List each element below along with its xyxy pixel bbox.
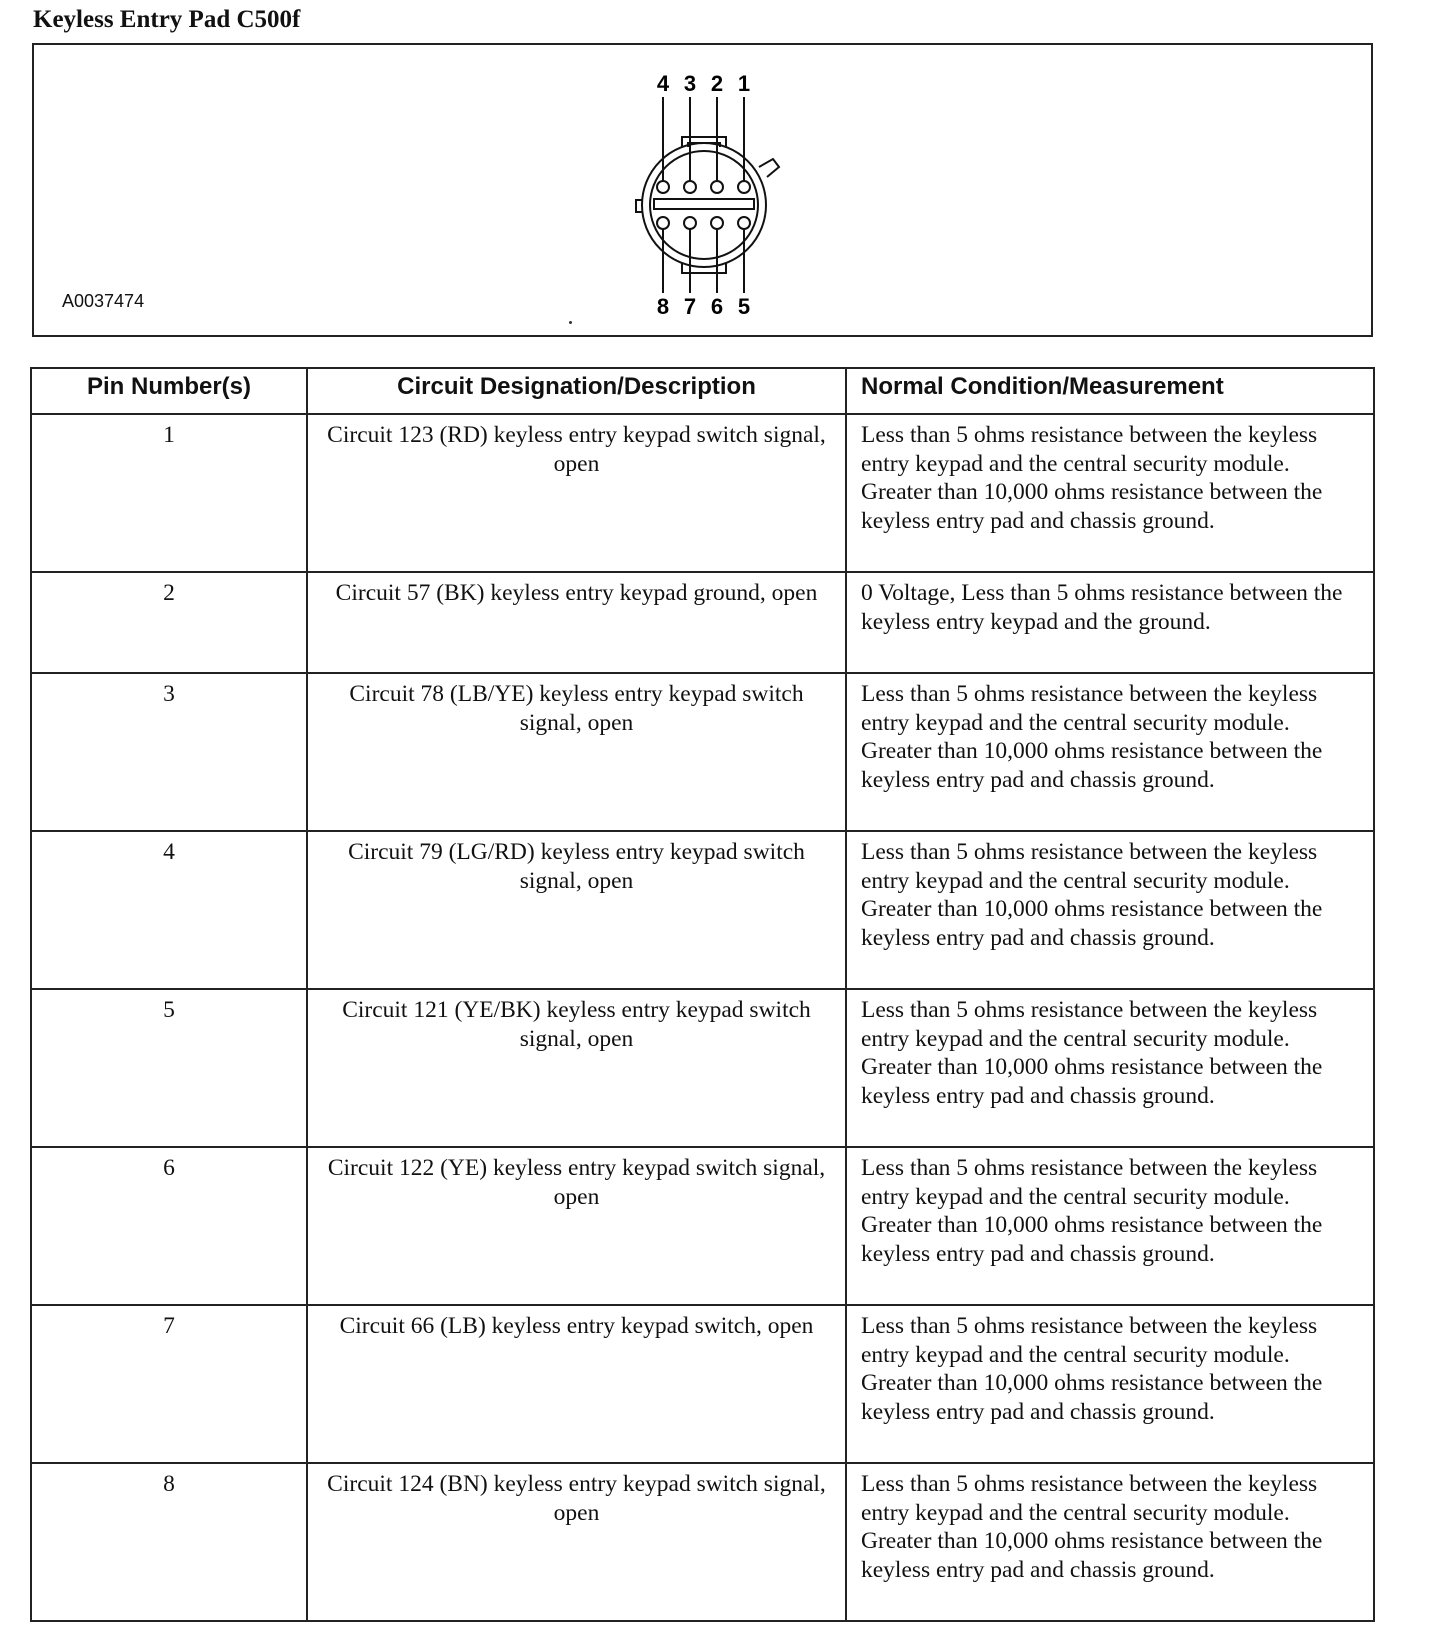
circuit-description-cell: Circuit 123 (RD) keyless entry keypad switch signal, open xyxy=(307,414,846,572)
measurement-cell: Less than 5 ohms resistance between the keyless entry keypad and the central security module. Greater than 10,000 ohms resistance between the keyless entry pad and chassis ground. xyxy=(846,1463,1374,1621)
measurement-cell: Less than 5 ohms resistance between the keyless entry keypad and the central security module. Greater than 10,000 ohms resistance between the keyless entry pad and chassis ground. xyxy=(846,1305,1374,1463)
table-row xyxy=(31,1305,1374,1463)
connector-housing xyxy=(636,137,779,273)
pin-label-8: 8 xyxy=(656,294,670,317)
header-circuit-description: Circuit Designation/Description xyxy=(307,368,846,414)
pin-label-7: 7 xyxy=(683,294,697,317)
circuit-description-cell: Circuit 121 (YE/BK) keyless entry keypad switch signal, open xyxy=(307,989,846,1147)
measurement-cell: Less than 5 ohms resistance between the keyless entry keypad and the central security module. Greater than 10,000 ohms resistance between the keyless entry pad and chassis ground. xyxy=(846,1147,1374,1305)
measurement-cell: Less than 5 ohms resistance between the keyless entry keypad and the central security module. Greater than 10,000 ohms resistance between the keyless entry pad and chassis ground. xyxy=(846,414,1374,572)
page-title: Keyless Entry Pad C500f xyxy=(33,6,301,33)
table-row xyxy=(31,414,1374,572)
scan-speck xyxy=(569,321,572,324)
circuit-description-cell: Circuit 66 (LB) keyless entry keypad switch, open xyxy=(307,1305,846,1463)
pin-number-cell: 2 xyxy=(31,572,307,673)
pin-number-cell: 1 xyxy=(31,414,307,572)
table-row xyxy=(31,1147,1374,1305)
circuit-description-cell: Circuit 57 (BK) keyless entry keypad ground, open xyxy=(307,572,846,673)
measurement-cell: 0 Voltage, Less than 5 ohms resistance between the keyless entry keypad and the ground. xyxy=(846,572,1374,673)
table-header-row xyxy=(31,368,1374,414)
measurement-cell: Less than 5 ohms resistance between the keyless entry keypad and the central security module. Greater than 10,000 ohms resistance between the keyless entry pad and chassis ground. xyxy=(846,989,1374,1147)
measurement-cell: Less than 5 ohms resistance between the keyless entry keypad and the central security module. Greater than 10,000 ohms resistance between the keyless entry pad and chassis ground. xyxy=(846,831,1374,989)
pin-number-cell: 3 xyxy=(31,673,307,831)
pin-label-3: 3 xyxy=(683,71,697,96)
table-row xyxy=(31,572,1374,673)
pin-label-1: 1 xyxy=(737,71,751,96)
leader-lines xyxy=(663,97,744,293)
pin-number-cell: 5 xyxy=(31,989,307,1147)
table-row xyxy=(31,989,1374,1147)
table-row xyxy=(31,1463,1374,1621)
pin-label-6: 6 xyxy=(710,294,724,317)
table-row xyxy=(31,831,1374,989)
pin-number-cell: 8 xyxy=(31,1463,307,1621)
circuit-description-cell: Circuit 78 (LB/YE) keyless entry keypad switch signal, open xyxy=(307,673,846,831)
pin-label-2: 2 xyxy=(710,71,724,96)
header-pin-number: Pin Number(s) xyxy=(31,368,307,414)
table-row xyxy=(31,673,1374,831)
pin-label-4: 4 xyxy=(656,71,670,96)
figure-id: A0037474 xyxy=(62,291,145,311)
circuit-description-cell: Circuit 124 (BN) keyless entry keypad switch signal, open xyxy=(307,1463,846,1621)
circuit-description-cell: Circuit 122 (YE) keyless entry keypad switch signal, open xyxy=(307,1147,846,1305)
connector-diagram xyxy=(634,67,824,317)
pin-number-cell: 7 xyxy=(31,1305,307,1463)
pin-label-5: 5 xyxy=(737,294,751,317)
pin-sockets xyxy=(657,181,750,229)
pin-number-cell: 6 xyxy=(31,1147,307,1305)
header-normal-condition: Normal Condition/Measurement xyxy=(846,368,1374,414)
pin-number-cell: 4 xyxy=(31,831,307,989)
circuit-description-cell: Circuit 79 (LG/RD) keyless entry keypad switch signal, open xyxy=(307,831,846,989)
measurement-cell: Less than 5 ohms resistance between the keyless entry keypad and the central security module. Greater than 10,000 ohms resistance between the keyless entry pad and chassis ground. xyxy=(846,673,1374,831)
pin-table xyxy=(30,367,1375,1622)
connector-figure xyxy=(32,43,1373,337)
